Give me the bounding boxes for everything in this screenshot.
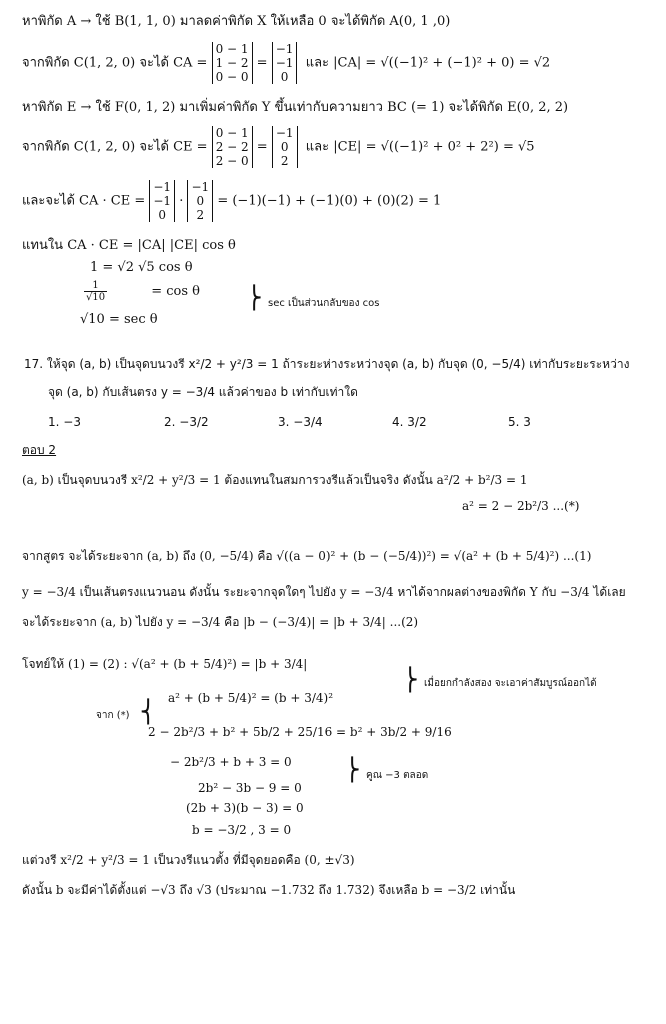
sec-note: sec เป็นส่วนกลับของ cos xyxy=(268,298,380,309)
square-note: เมื่อยกกำลังสอง จะเอาค่าสัมบูรณ์ออกได้ xyxy=(424,678,597,689)
intro-line-ce: จากพิกัด C(1, 2, 0) จะได้ CE = 0 − 1 2 − 2 2 − 0 = −1 0 2 และ |CE| = √((−1)² + 0² + 2²) = √5 xyxy=(22,126,535,168)
from-star-note: จาก (*) xyxy=(96,710,130,721)
intro-line-dot: และจะได้ CA · CE = −1 −1 0 · −1 0 2 = (−1)(−1) + (−1)(0) + (0)(2) = 1 xyxy=(22,180,442,222)
ca-matrix: 0 − 1 1 − 2 0 − 0 xyxy=(212,42,253,84)
right-brace-icon-3: ⎬ xyxy=(344,758,361,783)
dot-result: = (−1)(−1) + (−1)(0) + (0)(2) = 1 xyxy=(217,193,442,209)
answer-line-10: 2b² − 3b − 9 = 0 xyxy=(198,781,302,795)
ce-matrix: 0 − 1 2 − 2 2 − 0 xyxy=(212,126,253,168)
sub-line-3: $\frac{1}{√10}$ = cos θ xyxy=(86,280,201,303)
answer-line-5: จะได้ระยะจาก (a, b) ไปยัง y = −3/4 คือ |b − (−3/4)| = |b + 3/4| ...(2) xyxy=(22,615,419,629)
answer-line-12: b = −3/2 , 3 = 0 xyxy=(192,823,292,837)
answer-line-11: (2b + 3)(b − 3) = 0 xyxy=(186,801,304,815)
answer-line-2: a² = 2 − 2b²/3 ...(*) xyxy=(462,499,580,513)
answer-line-9: − 2b²/3 + b + 3 = 0 xyxy=(170,755,292,769)
answer-line-14: ดังนั้น b จะมีค่าได้ตั้งแต่ −√3 ถึง √3 (ประมาณ −1.732 ถึง 1.732) จึงเหลือ b = −3/2 เท่านั้น xyxy=(22,883,516,897)
answer-line-1: (a, b) เป็นจุดบนวงรี x²/2 + y²/3 = 1 ต้องแทนในสมการวงรีแล้วเป็นจริง ดังนั้น a²/2 + b²/3 = 1 xyxy=(22,473,528,487)
intro-line-e: หาพิกัด E → ใช้ F(0, 1, 2) มาเพิ่มค่าพิกัด Y ขึ้นเท่ากับความยาว BC (= 1) จะได้พิกัด E(0, 2, 2) xyxy=(22,100,569,115)
answer-line-7: a² + (b + 5/4)² = (b + 3/4)² xyxy=(168,691,334,705)
choice-1: 1. −3 xyxy=(48,415,81,429)
answer-line-6: โจทย์ให้ (1) = (2) : √(a² + (b + 5/4)²) = |b + 3/4| xyxy=(22,657,308,671)
multiply-note: คูณ −3 ตลอด xyxy=(366,770,429,781)
intro-line-a: หาพิกัด A → ใช้ B(1, 1, 0) มาลดค่าพิกัด X ให้เหลือ 0 จะได้พิกัด A(0, 1 ,0) xyxy=(22,14,451,29)
answer-label: ตอบ 2 xyxy=(22,443,57,457)
sub-line-2: 1 = √2 √5 cos θ xyxy=(90,260,193,275)
ce-magnitude: และ |CE| = √((−1)² + 0² + 2²) = √5 xyxy=(305,139,535,155)
right-brace-icon-2: ⎬ xyxy=(402,668,419,693)
choice-3: 3. −3/4 xyxy=(278,415,323,429)
right-brace-icon: ⎬ xyxy=(246,286,263,311)
choice-4: 4. 3/2 xyxy=(392,415,427,429)
left-brace-icon: ⎨ xyxy=(140,700,157,725)
ce-prefix: จากพิกัด C(1, 2, 0) จะได้ CE = xyxy=(22,139,208,155)
answer-line-8: 2 − 2b²/3 + b² + 5b/2 + 25/16 = b² + 3b/2 + 9/16 xyxy=(148,725,452,739)
ca-result-matrix: −1 −1 0 xyxy=(272,42,298,84)
question-text-2: จุด (a, b) กับเส้นตรง y = −3/4 แล้วค่าของ b เท่ากับเท่าใด xyxy=(48,385,358,399)
ca-magnitude: และ |CA| = √((−1)² + (−1)² + 0) = √2 xyxy=(305,55,551,71)
dot-matrix-a: −1 −1 0 xyxy=(149,180,175,222)
ca-prefix: จากพิกัด C(1, 2, 0) จะได้ CA = xyxy=(22,55,208,71)
sub-line-4: √10 = sec θ xyxy=(80,312,158,327)
ce-result-matrix: −1 0 2 xyxy=(272,126,298,168)
intro-line-ca: จากพิกัด C(1, 2, 0) จะได้ CA = 0 − 1 1 − 2 0 − 0 = −1 −1 0 และ |CA| = √((−1)² + (−1)² + 0) = √2 xyxy=(22,42,551,84)
answer-line-3: จากสูตร จะได้ระยะจาก (a, b) ถึง (0, −5/4) คือ √((a − 0)² + (b − (−5/4))²) = √(a² + (b + 5/4)²) ...(1) xyxy=(22,549,592,563)
dot-prefix: และจะได้ CA · CE = xyxy=(22,193,146,209)
answer-line-4: y = −3/4 เป็นเส้นตรงแนวนอน ดังนั้น ระยะจากจุดใดๆ ไปยัง y = −3/4 หาได้จากผลต่างของพิกัด Y กับ −3/4 ได้เลย xyxy=(22,585,626,599)
sub3-fraction: $\frac{1}{√10}$ xyxy=(86,280,106,303)
choice-2: 2. −3/2 xyxy=(164,415,209,429)
sub-line-1: แทนใน CA · CE = |CA| |CE| cos θ xyxy=(22,238,236,253)
question-text-1: 17. ให้จุด (a, b) เป็นจุดบนวงรี x²/2 + y²/3 = 1 ถ้าระยะห่างระหว่างจุด (a, b) กับจุด (0, −5/4) เท่ากับระยะระหว่าง xyxy=(24,357,630,371)
choice-5: 5. 3 xyxy=(508,415,531,429)
answer-line-13: แต่วงรี x²/2 + y²/3 = 1 เป็นวงรีแนวตั้ง ที่มีจุดยอดคือ (0, ±√3) xyxy=(22,853,355,867)
question-number: 17. xyxy=(24,357,44,371)
dot-matrix-b: −1 0 2 xyxy=(187,180,213,222)
